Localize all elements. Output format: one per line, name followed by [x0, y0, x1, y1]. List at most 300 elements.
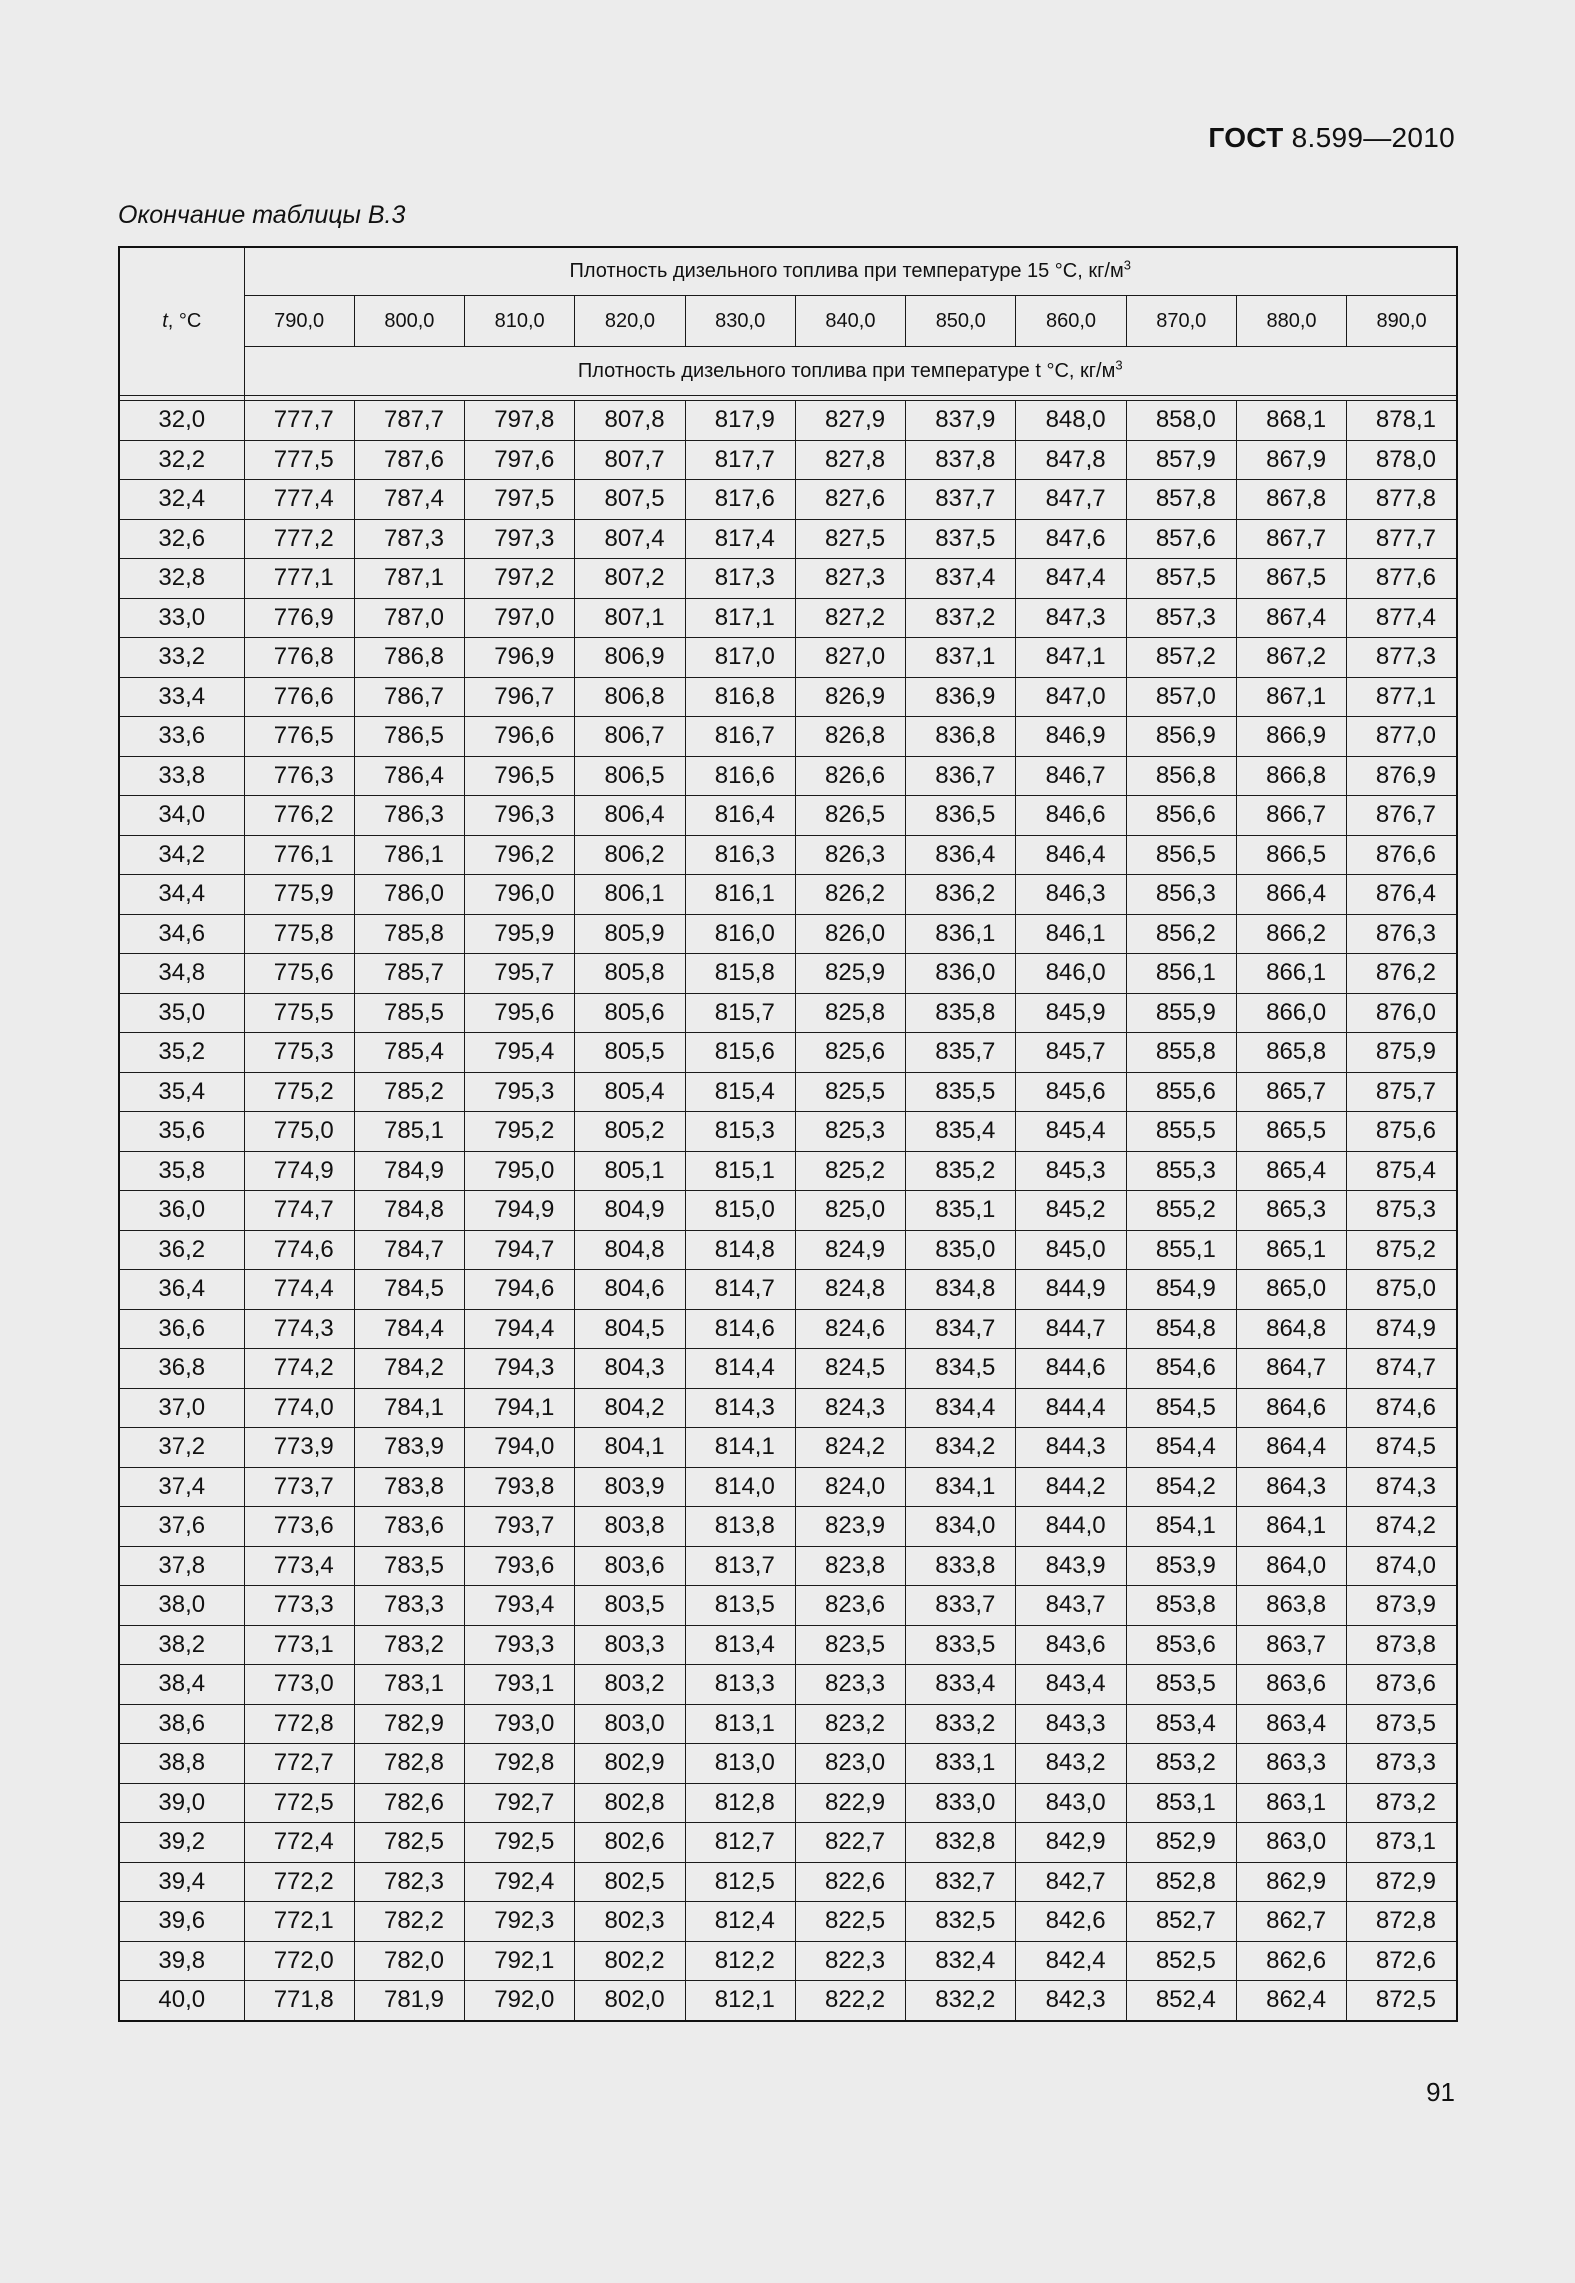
- density-cell: 863,6: [1236, 1665, 1346, 1705]
- density-cell: 775,5: [244, 993, 354, 1033]
- density-cell: 867,1: [1236, 677, 1346, 717]
- density-cell: 803,2: [575, 1665, 685, 1705]
- density-t-header-sup: 3: [1115, 356, 1123, 372]
- density-cell: 827,9: [795, 401, 905, 441]
- density-cell: 774,3: [244, 1309, 354, 1349]
- density-cell: 847,4: [1016, 559, 1126, 599]
- density-cell: 772,8: [244, 1704, 354, 1744]
- density-cell: 786,0: [354, 875, 464, 915]
- temperature-cell: 39,0: [119, 1783, 244, 1823]
- table-row: [119, 1783, 1457, 1823]
- density-cell: 864,3: [1236, 1467, 1346, 1507]
- density-cell: 857,3: [1126, 598, 1236, 638]
- density-cell: 812,1: [685, 1981, 795, 2021]
- density-cell: 867,4: [1236, 598, 1346, 638]
- density-cell: 844,2: [1016, 1467, 1126, 1507]
- density-cell: 877,4: [1347, 598, 1457, 638]
- density-cell: 794,9: [465, 1191, 575, 1231]
- temperature-cell: 39,6: [119, 1902, 244, 1942]
- density-cell: 825,3: [795, 1112, 905, 1152]
- density-cell: 852,8: [1126, 1862, 1236, 1902]
- density-cell: 862,4: [1236, 1981, 1346, 2021]
- density-cell: 877,8: [1347, 480, 1457, 520]
- density-cell: 826,5: [795, 796, 905, 836]
- density-cell: 813,1: [685, 1704, 795, 1744]
- density-cell: 786,1: [354, 835, 464, 875]
- density-cell: 866,2: [1236, 914, 1346, 954]
- density-cell: 876,4: [1347, 875, 1457, 915]
- density-cell: 796,6: [465, 717, 575, 757]
- density-cell: 823,9: [795, 1507, 905, 1547]
- density-cell: 843,2: [1016, 1744, 1126, 1784]
- density-cell: 863,7: [1236, 1625, 1346, 1665]
- density-cell: 805,1: [575, 1151, 685, 1191]
- temperature-cell: 34,6: [119, 914, 244, 954]
- density-cell: 776,3: [244, 756, 354, 796]
- density-cell: 803,6: [575, 1546, 685, 1586]
- density-cell: 827,6: [795, 480, 905, 520]
- density-cell: 843,0: [1016, 1783, 1126, 1823]
- density-cell: 842,7: [1016, 1862, 1126, 1902]
- density-cell: 866,5: [1236, 835, 1346, 875]
- temperature-cell: 37,0: [119, 1388, 244, 1428]
- density-cell: 803,5: [575, 1586, 685, 1626]
- density-cell: 806,8: [575, 677, 685, 717]
- table-row: [119, 717, 1457, 757]
- temperature-cell: 32,0: [119, 401, 244, 441]
- density-cell: 825,6: [795, 1033, 905, 1073]
- density-table: [118, 246, 1458, 2022]
- temperature-cell: 33,8: [119, 756, 244, 796]
- density-cell: 863,3: [1236, 1744, 1346, 1784]
- temperature-cell: 39,4: [119, 1862, 244, 1902]
- document-code-number: 8.599—2010: [1291, 122, 1455, 153]
- density-cell: 792,0: [465, 1981, 575, 2021]
- density-cell: 816,1: [685, 875, 795, 915]
- density-cell: 787,1: [354, 559, 464, 599]
- density-cell: 776,8: [244, 638, 354, 678]
- density-cell: 792,5: [465, 1823, 575, 1863]
- density-cell: 877,3: [1347, 638, 1457, 678]
- density-cell: 806,4: [575, 796, 685, 836]
- density-cell: 832,8: [906, 1823, 1016, 1863]
- density-cell: 772,5: [244, 1783, 354, 1823]
- density-cell: 795,2: [465, 1112, 575, 1152]
- density-cell: 803,8: [575, 1507, 685, 1547]
- density-cell: 843,9: [1016, 1546, 1126, 1586]
- density-cell: 806,9: [575, 638, 685, 678]
- temperature-cell: 33,2: [119, 638, 244, 678]
- density-cell: 846,6: [1016, 796, 1126, 836]
- density-cell: 784,2: [354, 1349, 464, 1389]
- density-cell: 783,1: [354, 1665, 464, 1705]
- density-cell: 848,0: [1016, 401, 1126, 441]
- density-cell: 806,5: [575, 756, 685, 796]
- density-cell: 866,9: [1236, 717, 1346, 757]
- density-cell: 772,7: [244, 1744, 354, 1784]
- density-cell: 825,9: [795, 954, 905, 994]
- density-cell: 806,7: [575, 717, 685, 757]
- temperature-cell: 38,2: [119, 1625, 244, 1665]
- density-cell: 775,9: [244, 875, 354, 915]
- density-cell: 773,6: [244, 1507, 354, 1547]
- density-cell: 873,5: [1347, 1704, 1457, 1744]
- density-cell: 803,0: [575, 1704, 685, 1744]
- document-code-prefix: ГОСТ: [1208, 122, 1284, 153]
- density-cell: 815,7: [685, 993, 795, 1033]
- temperature-cell: 35,4: [119, 1072, 244, 1112]
- density-cell: 877,6: [1347, 559, 1457, 599]
- density-cell: 832,5: [906, 1902, 1016, 1942]
- density-cell: 854,6: [1126, 1349, 1236, 1389]
- table-row: [119, 1981, 1457, 2021]
- density-cell: 832,7: [906, 1862, 1016, 1902]
- temperature-cell: 39,2: [119, 1823, 244, 1863]
- density-cell: 807,1: [575, 598, 685, 638]
- temperature-cell: 37,8: [119, 1546, 244, 1586]
- density-cell: 867,8: [1236, 480, 1346, 520]
- density-cell: 856,5: [1126, 835, 1236, 875]
- density-cell: 857,9: [1126, 440, 1236, 480]
- density-cell: 805,6: [575, 993, 685, 1033]
- temperature-cell: 35,2: [119, 1033, 244, 1073]
- density-cell: 867,5: [1236, 559, 1346, 599]
- column-header: 840,0: [795, 296, 905, 347]
- density-cell: 842,3: [1016, 1981, 1126, 2021]
- header-row-columns: [119, 296, 1457, 347]
- density-cell: 843,3: [1016, 1704, 1126, 1744]
- density-cell: 784,9: [354, 1151, 464, 1191]
- density-cell: 796,2: [465, 835, 575, 875]
- temperature-cell: 38,4: [119, 1665, 244, 1705]
- density-cell: 807,5: [575, 480, 685, 520]
- density-cell: 827,5: [795, 519, 905, 559]
- density-cell: 833,0: [906, 1783, 1016, 1823]
- density-cell: 784,1: [354, 1388, 464, 1428]
- density-cell: 836,0: [906, 954, 1016, 994]
- density-cell: 842,9: [1016, 1823, 1126, 1863]
- density-cell: 874,3: [1347, 1467, 1457, 1507]
- density-cell: 793,8: [465, 1467, 575, 1507]
- table-row: [119, 440, 1457, 480]
- density-cell: 787,0: [354, 598, 464, 638]
- temperature-cell: 36,2: [119, 1230, 244, 1270]
- density-cell: 773,7: [244, 1467, 354, 1507]
- density-cell: 803,3: [575, 1625, 685, 1665]
- density-cell: 817,3: [685, 559, 795, 599]
- density-cell: 834,4: [906, 1388, 1016, 1428]
- table-row: [119, 1665, 1457, 1705]
- temperature-cell: 36,6: [119, 1309, 244, 1349]
- density-cell: 833,2: [906, 1704, 1016, 1744]
- density-cell: 794,1: [465, 1388, 575, 1428]
- density-cell: 826,2: [795, 875, 905, 915]
- density-cell: 804,6: [575, 1270, 685, 1310]
- table-row: [119, 1902, 1457, 1942]
- density-cell: 827,0: [795, 638, 905, 678]
- table-row: [119, 993, 1457, 1033]
- density-cell: 845,7: [1016, 1033, 1126, 1073]
- density-cell: 847,8: [1016, 440, 1126, 480]
- density-cell: 857,2: [1126, 638, 1236, 678]
- table-row: [119, 1388, 1457, 1428]
- density-cell: 783,8: [354, 1467, 464, 1507]
- density-cell: 846,9: [1016, 717, 1126, 757]
- density-cell: 813,0: [685, 1744, 795, 1784]
- density-cell: 853,1: [1126, 1783, 1236, 1823]
- density-cell: 854,1: [1126, 1507, 1236, 1547]
- column-header: 860,0: [1016, 296, 1126, 347]
- density-cell: 805,5: [575, 1033, 685, 1073]
- density-cell: 786,4: [354, 756, 464, 796]
- temperature-cell: 35,6: [119, 1112, 244, 1152]
- density-cell: 773,4: [244, 1546, 354, 1586]
- density-cell: 865,3: [1236, 1191, 1346, 1231]
- density-cell: 805,4: [575, 1072, 685, 1112]
- density-cell: 797,2: [465, 559, 575, 599]
- density-cell: 796,5: [465, 756, 575, 796]
- density-cell: 807,7: [575, 440, 685, 480]
- density-cell: 793,0: [465, 1704, 575, 1744]
- density-cell: 783,2: [354, 1625, 464, 1665]
- temperature-cell: 36,0: [119, 1191, 244, 1231]
- table-row: [119, 1230, 1457, 1270]
- density-cell: 795,6: [465, 993, 575, 1033]
- density-cell: 852,9: [1126, 1823, 1236, 1863]
- density-cell: 794,3: [465, 1349, 575, 1389]
- density-cell: 822,3: [795, 1941, 905, 1981]
- density-cell: 786,3: [354, 796, 464, 836]
- density-cell: 794,0: [465, 1428, 575, 1468]
- density-cell: 832,2: [906, 1981, 1016, 2021]
- density-cell: 865,5: [1236, 1112, 1346, 1152]
- temperature-cell: 35,0: [119, 993, 244, 1033]
- page-number: 91: [1426, 2077, 1455, 2107]
- density-cell: 783,9: [354, 1428, 464, 1468]
- density-cell: 862,6: [1236, 1941, 1346, 1981]
- density-cell: 795,9: [465, 914, 575, 954]
- density-cell: 806,2: [575, 835, 685, 875]
- density-15c-header: [244, 247, 1457, 296]
- density-cell: 858,0: [1126, 401, 1236, 441]
- density-cell: 835,1: [906, 1191, 1016, 1231]
- density-cell: 872,6: [1347, 1941, 1457, 1981]
- density-cell: 855,2: [1126, 1191, 1236, 1231]
- density-cell: 813,8: [685, 1507, 795, 1547]
- density-cell: 785,1: [354, 1112, 464, 1152]
- table-row: [119, 1033, 1457, 1073]
- density-cell: 873,8: [1347, 1625, 1457, 1665]
- density-cell: 834,1: [906, 1467, 1016, 1507]
- temperature-cell: 37,2: [119, 1428, 244, 1468]
- density-cell: 875,6: [1347, 1112, 1457, 1152]
- density-cell: 862,7: [1236, 1902, 1346, 1942]
- density-cell: 855,3: [1126, 1151, 1236, 1191]
- density-cell: 817,0: [685, 638, 795, 678]
- density-cell: 787,3: [354, 519, 464, 559]
- density-cell: 863,8: [1236, 1586, 1346, 1626]
- temperature-cell: 33,4: [119, 677, 244, 717]
- density-cell: 837,5: [906, 519, 1016, 559]
- temperature-cell: 38,0: [119, 1586, 244, 1626]
- density-cell: 877,1: [1347, 677, 1457, 717]
- density-cell: 844,4: [1016, 1388, 1126, 1428]
- density-cell: 814,7: [685, 1270, 795, 1310]
- density-cell: 775,0: [244, 1112, 354, 1152]
- density-cell: 835,0: [906, 1230, 1016, 1270]
- table-row: [119, 1191, 1457, 1231]
- density-cell: 845,2: [1016, 1191, 1126, 1231]
- density-cell: 804,8: [575, 1230, 685, 1270]
- density-cell: 855,5: [1126, 1112, 1236, 1152]
- density-cell: 876,2: [1347, 954, 1457, 994]
- density-cell: 784,4: [354, 1309, 464, 1349]
- density-cell: 847,0: [1016, 677, 1126, 717]
- density-cell: 835,7: [906, 1033, 1016, 1073]
- density-cell: 843,4: [1016, 1665, 1126, 1705]
- density-cell: 792,4: [465, 1862, 575, 1902]
- density-cell: 812,4: [685, 1902, 795, 1942]
- density-cell: 815,6: [685, 1033, 795, 1073]
- density-cell: 785,8: [354, 914, 464, 954]
- density-cell: 835,5: [906, 1072, 1016, 1112]
- density-cell: 873,1: [1347, 1823, 1457, 1863]
- density-cell: 823,0: [795, 1744, 905, 1784]
- density-cell: 845,3: [1016, 1151, 1126, 1191]
- density-cell: 802,8: [575, 1783, 685, 1823]
- temperature-cell: 39,8: [119, 1941, 244, 1981]
- density-cell: 785,5: [354, 993, 464, 1033]
- density-cell: 834,7: [906, 1309, 1016, 1349]
- density-cell: 845,0: [1016, 1230, 1126, 1270]
- density-15c-header-sup: 3: [1123, 257, 1131, 273]
- density-cell: 784,7: [354, 1230, 464, 1270]
- density-cell: 827,2: [795, 598, 905, 638]
- density-cell: 844,9: [1016, 1270, 1126, 1310]
- density-cell: 815,3: [685, 1112, 795, 1152]
- density-cell: 864,0: [1236, 1546, 1346, 1586]
- density-cell: 834,8: [906, 1270, 1016, 1310]
- table-row: [119, 559, 1457, 599]
- density-cell: 803,9: [575, 1467, 685, 1507]
- density-cell: 802,3: [575, 1902, 685, 1942]
- density-cell: 797,6: [465, 440, 575, 480]
- density-cell: 802,2: [575, 1941, 685, 1981]
- density-cell: 797,0: [465, 598, 575, 638]
- density-cell: 771,8: [244, 1981, 354, 2021]
- density-cell: 865,4: [1236, 1151, 1346, 1191]
- density-cell: 792,8: [465, 1744, 575, 1784]
- density-cell: 874,9: [1347, 1309, 1457, 1349]
- density-cell: 868,1: [1236, 401, 1346, 441]
- table-row: [119, 1428, 1457, 1468]
- density-cell: 784,5: [354, 1270, 464, 1310]
- density-cell: 804,2: [575, 1388, 685, 1428]
- density-cell: 787,4: [354, 480, 464, 520]
- density-cell: 855,6: [1126, 1072, 1236, 1112]
- density-cell: 824,6: [795, 1309, 905, 1349]
- density-15c-header-text: Плотность дизельного топлива при температуре 15 °C, кг/м: [569, 260, 1124, 282]
- density-cell: 783,6: [354, 1507, 464, 1547]
- header-row-bottom: [119, 347, 1457, 396]
- temperature-cell: 32,8: [119, 559, 244, 599]
- density-cell: 865,0: [1236, 1270, 1346, 1310]
- density-cell: 827,8: [795, 440, 905, 480]
- density-cell: 813,4: [685, 1625, 795, 1665]
- density-cell: 877,7: [1347, 519, 1457, 559]
- density-cell: 774,0: [244, 1388, 354, 1428]
- density-cell: 876,7: [1347, 796, 1457, 836]
- density-cell: 825,8: [795, 993, 905, 1033]
- density-cell: 842,4: [1016, 1941, 1126, 1981]
- density-cell: 844,7: [1016, 1309, 1126, 1349]
- table-row: [119, 756, 1457, 796]
- density-cell: 792,3: [465, 1902, 575, 1942]
- density-cell: 844,6: [1016, 1349, 1126, 1389]
- density-cell: 805,2: [575, 1112, 685, 1152]
- table-row: [119, 1309, 1457, 1349]
- density-cell: 792,1: [465, 1941, 575, 1981]
- density-cell: 785,4: [354, 1033, 464, 1073]
- density-cell: 847,7: [1016, 480, 1126, 520]
- density-cell: 836,9: [906, 677, 1016, 717]
- density-cell: 825,0: [795, 1191, 905, 1231]
- density-cell: 854,4: [1126, 1428, 1236, 1468]
- density-cell: 872,5: [1347, 1981, 1457, 2021]
- density-cell: 866,7: [1236, 796, 1346, 836]
- density-cell: 856,8: [1126, 756, 1236, 796]
- density-cell: 873,6: [1347, 1665, 1457, 1705]
- density-cell: 782,6: [354, 1783, 464, 1823]
- density-cell: 823,3: [795, 1665, 905, 1705]
- density-cell: 822,2: [795, 1981, 905, 2021]
- density-cell: 862,9: [1236, 1862, 1346, 1902]
- density-cell: 836,1: [906, 914, 1016, 954]
- density-cell: 854,2: [1126, 1467, 1236, 1507]
- temperature-cell: 36,8: [119, 1349, 244, 1389]
- density-cell: 814,1: [685, 1428, 795, 1468]
- density-cell: 874,5: [1347, 1428, 1457, 1468]
- density-cell: 773,3: [244, 1586, 354, 1626]
- density-cell: 866,8: [1236, 756, 1346, 796]
- density-cell: 864,6: [1236, 1388, 1346, 1428]
- density-cell: 853,8: [1126, 1586, 1236, 1626]
- table-row: [119, 480, 1457, 520]
- density-cell: 855,1: [1126, 1230, 1236, 1270]
- density-cell: 826,3: [795, 835, 905, 875]
- column-header: 880,0: [1236, 296, 1346, 347]
- density-cell: 807,4: [575, 519, 685, 559]
- density-cell: 776,9: [244, 598, 354, 638]
- density-cell: 782,9: [354, 1704, 464, 1744]
- density-cell: 873,2: [1347, 1783, 1457, 1823]
- density-cell: 802,5: [575, 1862, 685, 1902]
- density-cell: 817,9: [685, 401, 795, 441]
- density-cell: 805,9: [575, 914, 685, 954]
- density-cell: 805,8: [575, 954, 685, 994]
- density-cell: 864,1: [1236, 1507, 1346, 1547]
- table-row: [119, 1546, 1457, 1586]
- density-cell: 781,9: [354, 1981, 464, 2021]
- density-cell: 864,8: [1236, 1309, 1346, 1349]
- temperature-cell: 37,6: [119, 1507, 244, 1547]
- density-cell: 804,9: [575, 1191, 685, 1231]
- density-t-header: [244, 347, 1457, 396]
- density-cell: 793,3: [465, 1625, 575, 1665]
- density-cell: 813,7: [685, 1546, 795, 1586]
- density-cell: 823,6: [795, 1586, 905, 1626]
- temperature-cell: 34,4: [119, 875, 244, 915]
